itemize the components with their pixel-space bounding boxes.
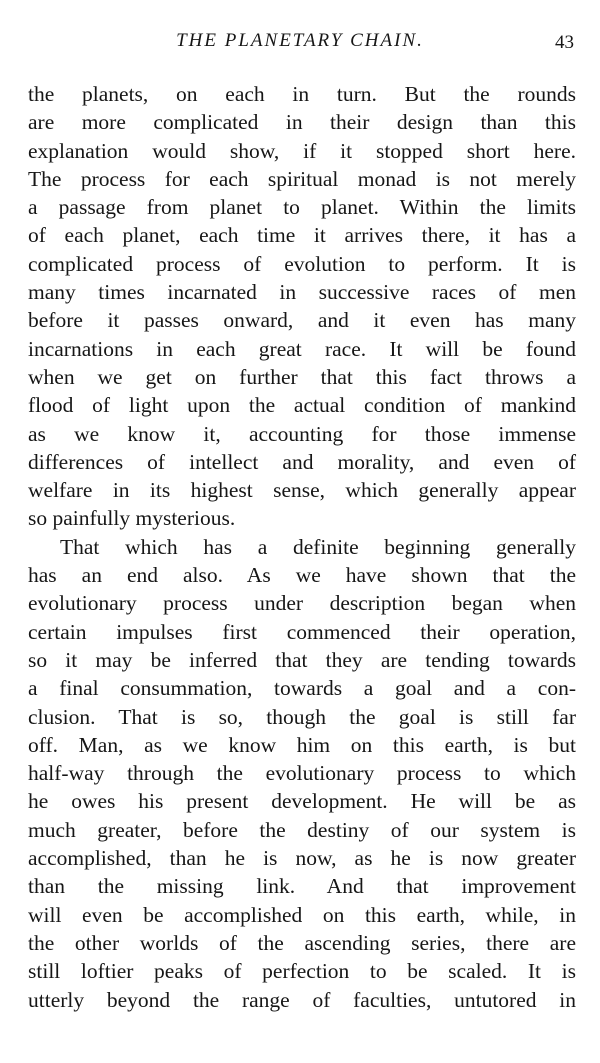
text-line: many times incarnated in successive races of men [28, 280, 576, 305]
text-line-paragraph-end: so painfully mysterious. [28, 506, 236, 531]
text-line: utterly beyond the range of faculties, untutored in [28, 987, 576, 1012]
text-line: a final consummation, towards a goal and a con- [28, 676, 576, 701]
body-text [28, 80, 576, 1014]
text-line: certain impulses first commenced their operation, [28, 619, 576, 644]
text-line: of each planet, each time it arrives there, it has a [28, 223, 576, 248]
text-line: welfare in its highest sense, which generally appear [28, 478, 576, 503]
text-line: than the missing link. And that improvement [28, 874, 576, 899]
text-line: so it may be inferred that they are tending towards [28, 647, 576, 672]
text-line: when we get on further that this fact throws a [28, 364, 576, 389]
text-line: will even be accomplished on this earth, while, in [28, 902, 576, 927]
text-line: as we know it, accounting for those immense [28, 421, 576, 446]
text-line: much greater, before the destiny of our system is [28, 817, 576, 842]
text-line: flood of light upon the actual condition of mankind [28, 393, 576, 418]
running-header [0, 30, 600, 60]
text-line: accomplished, than he is now, as he is now greater [28, 846, 576, 871]
text-line: he owes his present development. He will be as [28, 789, 576, 814]
text-line: still loftier peaks of perfection to be scaled. It is [28, 959, 576, 984]
page-number: 43 [555, 32, 574, 53]
text-line: complicated process of evolution to perform. It is [28, 251, 576, 276]
text-line: a passage from planet to planet. Within the limits [28, 195, 576, 220]
text-line: the planets, on each in turn. But the rounds [28, 82, 576, 106]
text-line: evolutionary process under description began when [28, 591, 576, 616]
text-line: explanation would show, if it stopped short here. [28, 138, 576, 163]
running-title: THE PLANETARY CHAIN. [176, 30, 424, 51]
text-line: off. Man, as we know him on this earth, is but [28, 732, 576, 757]
text-line-paragraph-start: That which has a definite beginning generally [60, 534, 576, 559]
text-line: the other worlds of the ascending series, there are [28, 930, 576, 955]
text-line: differences of intellect and morality, and even of [28, 449, 576, 474]
text-line: half-way through the evolutionary process to which [28, 761, 576, 786]
text-line: has an end also. As we have shown that the [28, 563, 576, 588]
text-line: clusion. That is so, though the goal is still far [28, 704, 576, 729]
text-line: incarnations in each great race. It will be found [28, 336, 576, 361]
text-line: The process for each spiritual monad is not merely [28, 166, 576, 191]
text-line: are more complicated in their design than this [28, 110, 576, 135]
text-line: before it passes onward, and it even has many [28, 308, 576, 333]
